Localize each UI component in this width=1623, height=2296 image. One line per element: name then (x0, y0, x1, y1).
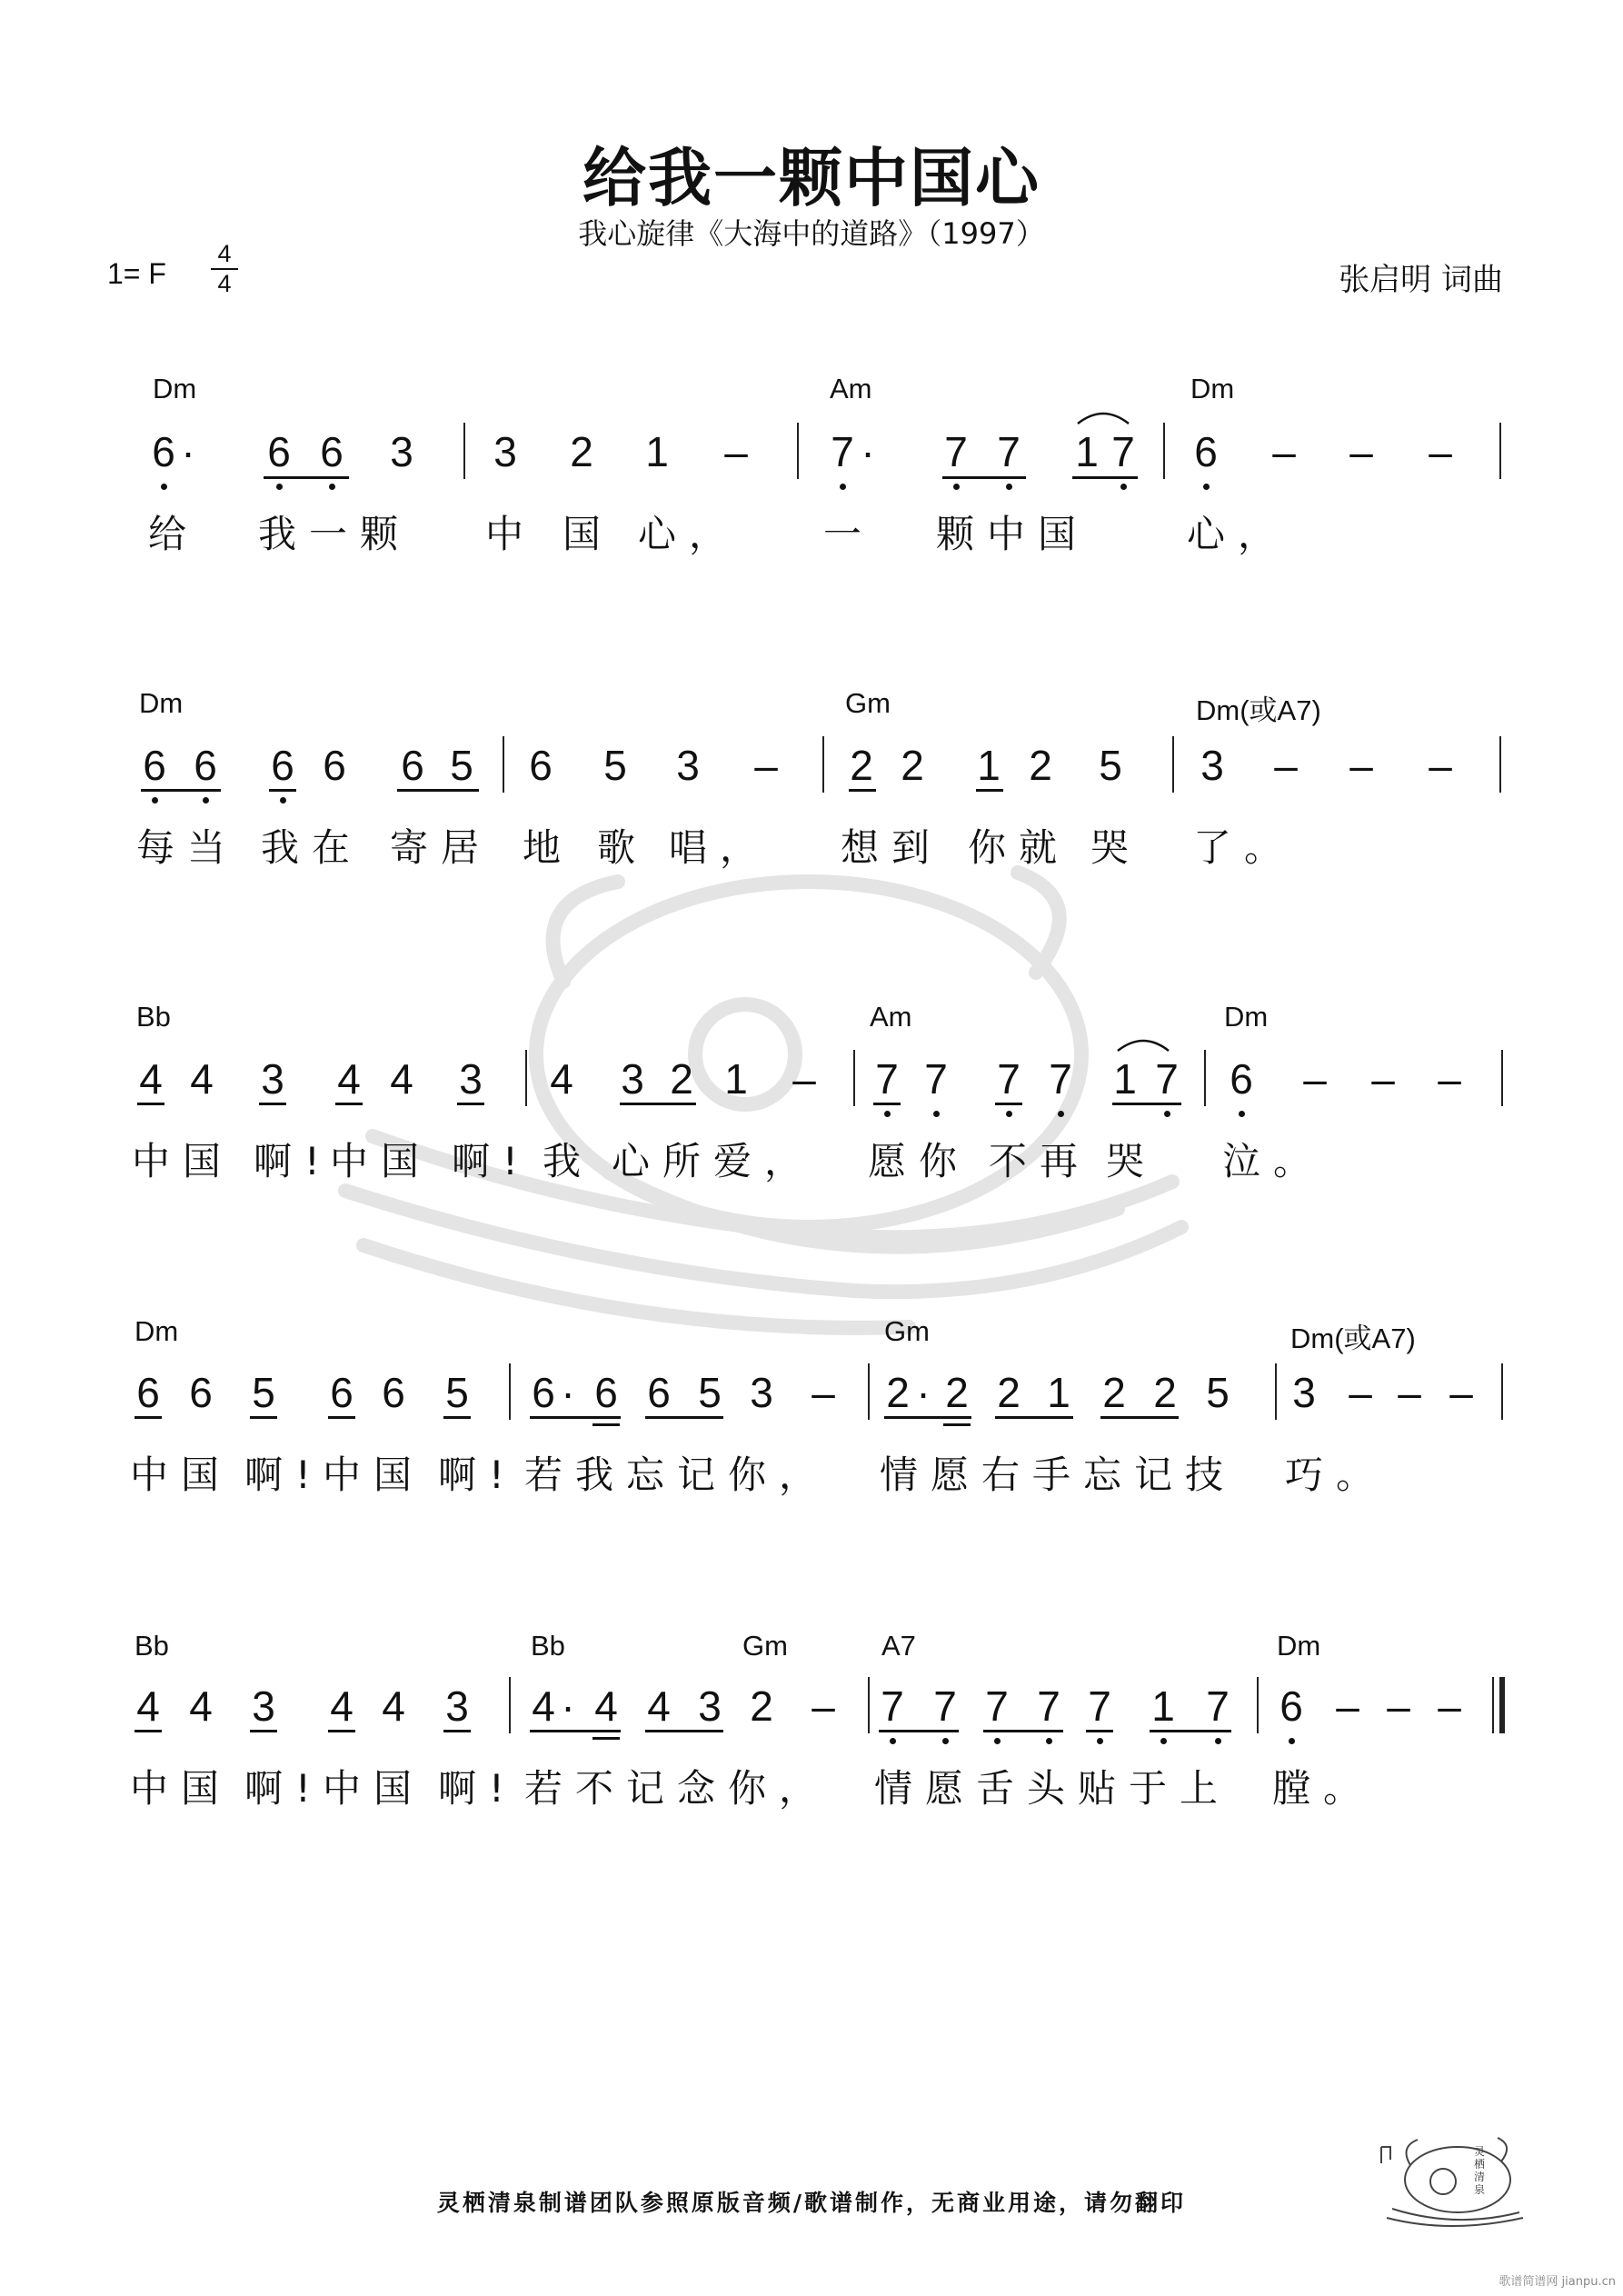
lyric: 啊! (452, 1139, 531, 1183)
dash: – (724, 428, 748, 475)
note: 4 (550, 1055, 573, 1103)
note: 7 (1206, 1682, 1230, 1730)
note: 2 (1029, 742, 1052, 789)
note: 5 (450, 742, 473, 789)
note: 1 (1075, 428, 1099, 475)
lyric: 情愿右手忘记技 (880, 1452, 1237, 1497)
note: 3 (445, 1682, 469, 1730)
note: 6 (194, 742, 217, 789)
dash: – (1349, 428, 1373, 475)
note: 2 (901, 742, 924, 789)
note: 6 (401, 742, 424, 789)
chord-label: Dm (1277, 1630, 1321, 1662)
dot-extension: · (561, 1369, 575, 1416)
dot-extension: · (181, 428, 195, 475)
lyric: 哭 (1090, 825, 1142, 870)
note: 5 (603, 742, 627, 789)
lyric: 想到 (841, 825, 943, 870)
note: 7 (944, 428, 968, 475)
note: 3 (493, 428, 517, 475)
time-signature-bottom: 4 (217, 270, 232, 297)
dash: – (1398, 1369, 1421, 1416)
chord-label: Gm (845, 687, 891, 719)
note: 2 (850, 742, 873, 789)
note: 3 (1292, 1369, 1316, 1416)
dot-extension: · (561, 1682, 575, 1730)
dash: – (792, 1055, 816, 1103)
dash: – (1272, 428, 1296, 475)
dash: – (754, 742, 778, 789)
lyric: 你就 (968, 825, 1070, 870)
lyric: 给 (148, 512, 200, 556)
lyric: 心， (638, 512, 741, 556)
lyric: 每当 (136, 825, 239, 870)
logo-text: 灵栖清泉 (1474, 2145, 1486, 2196)
note: 6 (532, 1369, 555, 1416)
note: 4 (382, 1682, 405, 1730)
note: 7 (831, 428, 854, 475)
lyric: 地 (523, 825, 574, 870)
lyric: 啊! (244, 1766, 324, 1811)
lyric: 哭 (1106, 1139, 1158, 1183)
dot-extension: · (916, 1369, 931, 1416)
note: 2 (1153, 1369, 1177, 1416)
note: 4 (330, 1682, 353, 1730)
note: 6 (267, 428, 291, 475)
chord-label: Dm (134, 1315, 179, 1347)
time-signature-top: 4 (217, 240, 232, 267)
note: 6 (382, 1369, 405, 1416)
note: 3 (261, 1055, 284, 1103)
chord-label: Dm(或A7) (1196, 694, 1321, 726)
lyric: 啊! (254, 1139, 333, 1183)
note: 5 (1099, 742, 1122, 789)
page-title: 给我一颗中国心 (582, 141, 1041, 215)
author-credit: 张启明 词曲 (1339, 262, 1503, 298)
dash: – (812, 1682, 835, 1730)
note: 6 (320, 428, 344, 475)
lyric: 歌 (597, 825, 649, 870)
note: 4 (594, 1682, 618, 1730)
chord-label: Bb (134, 1630, 169, 1662)
note: 3 (676, 742, 700, 789)
note: 4 (136, 1682, 160, 1730)
note: 4 (139, 1055, 163, 1103)
time-signature (211, 242, 238, 296)
note: 6 (1279, 1682, 1303, 1730)
note: 1 (1047, 1369, 1070, 1416)
lyric: 颗中国 (936, 512, 1090, 556)
lyric: 中 (485, 512, 537, 556)
chord-label: Am (870, 1001, 912, 1033)
lyric: 寄居 (390, 825, 493, 870)
lyric: 中国 (132, 1139, 234, 1183)
note: 6 (323, 742, 346, 789)
note: 1 (724, 1055, 748, 1103)
note: 6 (529, 742, 553, 789)
dot-extension: · (861, 428, 875, 475)
note: 3 (698, 1682, 722, 1730)
note: 7 (1111, 428, 1135, 475)
note: 7 (1037, 1682, 1060, 1730)
site-watermark-text: 歌谱简谱网 jianpu.cn (1499, 2275, 1616, 2289)
lyric: 唱， (669, 825, 772, 870)
note: 4 (390, 1055, 413, 1103)
lyric: 中国 (323, 1766, 425, 1811)
lyric: 若不记念你， (524, 1766, 831, 1811)
lyric: 膛。 (1272, 1766, 1375, 1811)
dash: – (1387, 1682, 1410, 1730)
lyric: 我 (543, 1139, 594, 1183)
sheep-logo-icon (1374, 2129, 1528, 2232)
lyric: 心， (1187, 512, 1289, 556)
lyric: 啊! (244, 1452, 324, 1497)
note: 1 (1113, 1055, 1137, 1103)
dash: – (1336, 1682, 1359, 1730)
note: 3 (390, 428, 413, 475)
lyric: 心所爱， (612, 1139, 816, 1183)
subtitle: 我心旋律《大海中的道路》（1997） (578, 216, 1045, 251)
note: 7 (1088, 1682, 1111, 1730)
note: 2 (570, 428, 593, 475)
note: 6 (594, 1369, 618, 1416)
dash: – (1303, 1055, 1327, 1103)
chord-label: Bb (531, 1630, 565, 1662)
lyric: 了。 (1193, 825, 1296, 870)
watermark-sheep-icon (336, 863, 1200, 1376)
note: 3 (252, 1682, 275, 1730)
key-signature: 1= F (107, 257, 166, 290)
note: 7 (1155, 1055, 1179, 1103)
dash: – (1274, 742, 1298, 789)
chord-label: Dm (153, 373, 197, 404)
lyric: 中国 (130, 1766, 233, 1811)
chord-label: Am (830, 373, 872, 404)
chord-label: Dm (1190, 373, 1235, 404)
lyric: 不再 (989, 1139, 1091, 1183)
lyric: 中国 (330, 1139, 433, 1183)
lyric: 啊! (438, 1452, 517, 1497)
note: 3 (750, 1369, 773, 1416)
note: 2 (1102, 1369, 1126, 1416)
lyric: 愿你 (868, 1139, 971, 1183)
note: 5 (1206, 1369, 1230, 1416)
lyric: 啊! (438, 1766, 517, 1811)
tie-slur (1116, 1034, 1170, 1053)
dash: – (1349, 742, 1373, 789)
lyric: 中国 (323, 1452, 425, 1497)
dash: – (1449, 1369, 1473, 1416)
note: 6 (152, 428, 175, 475)
note: 7 (997, 428, 1021, 475)
note: 4 (189, 1682, 213, 1730)
note: 2 (945, 1369, 969, 1416)
note: 2 (997, 1369, 1021, 1416)
chord-label: A7 (881, 1630, 916, 1662)
lyric: 国 (563, 512, 614, 556)
note: 5 (252, 1369, 275, 1416)
note: 7 (933, 1682, 957, 1730)
note: 7 (985, 1682, 1009, 1730)
footer-note: 灵栖清泉制谱团队参照原版音频/歌谱制作，无商业用途，请勿翻印 (436, 2190, 1187, 2216)
dash: – (812, 1369, 835, 1416)
dash: – (1371, 1055, 1395, 1103)
lyric: 情愿舌头贴于上 (874, 1766, 1231, 1811)
tie-slur (1076, 407, 1130, 425)
note: 1 (977, 742, 1001, 789)
chord-label: Dm (139, 687, 184, 719)
note: 5 (445, 1369, 469, 1416)
lyric: 我一颗 (258, 512, 412, 556)
note: 5 (698, 1369, 722, 1416)
lyric: 中国 (130, 1452, 233, 1497)
dash: – (1438, 1055, 1461, 1103)
dash: – (1429, 742, 1452, 789)
note: 4 (647, 1682, 671, 1730)
chord-label: Dm(或A7) (1290, 1323, 1416, 1354)
note: 3 (459, 1055, 483, 1103)
note: 2 (886, 1369, 910, 1416)
lyric: 巧。 (1285, 1452, 1388, 1497)
lyric: 一 (823, 512, 875, 556)
chord-label: Gm (742, 1630, 788, 1662)
note: 6 (136, 1369, 160, 1416)
note: 6 (189, 1369, 213, 1416)
note: 6 (271, 742, 294, 789)
note: 4 (532, 1682, 555, 1730)
lyric: 我在 (261, 825, 363, 870)
note: 1 (1151, 1682, 1175, 1730)
note: 6 (1194, 428, 1218, 475)
note: 3 (1200, 742, 1224, 789)
dash: – (1429, 428, 1452, 475)
lyric: 泣。 (1222, 1139, 1325, 1183)
note: 2 (750, 1682, 773, 1730)
note: 2 (670, 1055, 693, 1103)
note: 7 (1049, 1055, 1072, 1103)
note: 1 (645, 428, 669, 475)
dash: – (1438, 1682, 1461, 1730)
note: 7 (881, 1682, 904, 1730)
dash: – (1349, 1369, 1372, 1416)
note: 4 (190, 1055, 214, 1103)
lyric: 若我忘记你， (524, 1452, 831, 1497)
note: 6 (647, 1369, 671, 1416)
note: 7 (875, 1055, 899, 1103)
chord-label: Gm (884, 1315, 930, 1347)
note: 6 (1230, 1055, 1253, 1103)
note: 7 (997, 1055, 1021, 1103)
note: 3 (621, 1055, 644, 1103)
chord-label: Dm (1224, 1001, 1269, 1033)
note: 4 (337, 1055, 361, 1103)
note: 6 (330, 1369, 353, 1416)
note: 7 (924, 1055, 948, 1103)
note: 6 (143, 742, 166, 789)
chord-label: Bb (136, 1001, 171, 1033)
